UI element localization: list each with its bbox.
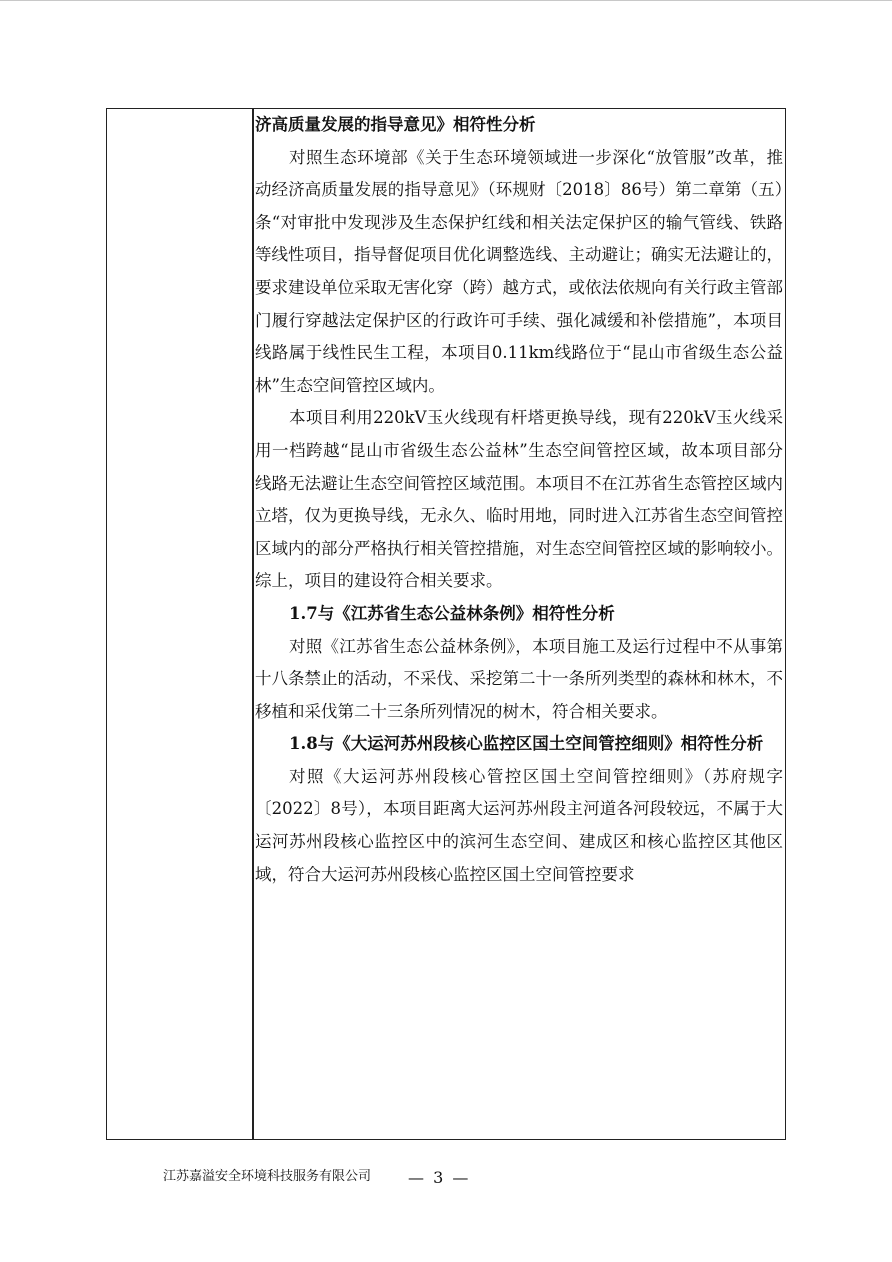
paragraph-body: 本项目利用220kV玉火线现有杆塔更换导线，现有220kV玉火线采用一档跨越“昆山市省级生态公益林”生态空间管控区域，故本项目部分线路无法避让生态空间管控区域范围。本项目不在江苏省生态管控区域内立塔，仅为更换导线，无永久、临时用地，同时进入江苏省生态空间管控区域内的部分严格执行相关管控措施，对生态空间管控区域的影响较小。综上，项目的建设符合相关要求。 [255, 408, 783, 591]
footer-company: 江苏嘉溢安全环境科技服务有限公司 [163, 1169, 372, 1184]
table-frame [106, 108, 786, 1140]
paragraph-body: 对照《大运河苏州段核心管控区国土空间管控细则》（苏府规字〔2022〕8号），本项目距离大运河苏州段主河道各河段较远，不属于大运河苏州段核心监控区中的滨河生态空间、建成区和核心监控区其他区域，符合大运河苏州段核心监控区国土空间管控要求 [255, 766, 783, 884]
content-cell [255, 109, 783, 891]
paragraph-body: 对照《江苏省生态公益林条例》，本项目施工及运行过程中不从事第十八条禁止的活动，不采伐、采挖第二十一条所列类型的森林和林木，不移植和采伐第二十三条所列情况的树木，符合相关要求。 [255, 636, 783, 721]
top-edge-line [0, 0, 892, 1]
column-divider [252, 109, 254, 1139]
paragraph-heading-continued: 济高质量发展的指导意见》相符性分析 [255, 115, 536, 134]
section-heading-1-7: 1.7与《江苏省生态公益林条例》相符性分析 [289, 603, 615, 623]
section-heading-1-8: 1.8与《大运河苏州段核心监控区国土空间管控细则》相符性分析 [289, 734, 764, 754]
paragraph-body: 对照生态环境部《关于生态环境领域进一步深化“放管服”改革，推动经济高质量发展的指导意见》（环规财〔2018〕86号）第二章第（五）条“对审批中发现涉及生态保护红线和相关法定保护区的输气管线、铁路等线性项目，指导督促项目优化调整选线、主动避让；确实无法避让的，要求建设单位采取无害化穿（跨）越方式，或依法依规向有关行政主管部门履行穿越法定保护区的行政许可手续、强化减缓和补偿措施”，本项目线路属于线性民生工程，本项目0.11km线路位于“昆山市省级生态公益林”生态空间管控区域内。 [255, 147, 783, 395]
page-number: — 3 — [408, 1168, 471, 1187]
